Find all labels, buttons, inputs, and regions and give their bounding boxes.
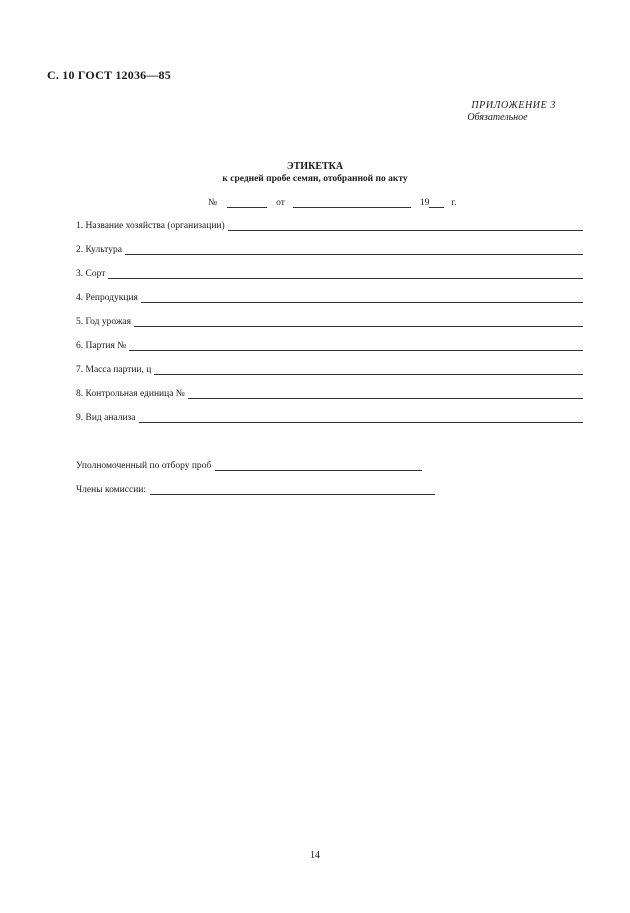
field-blank [228,221,583,231]
field-label: 7. Масса партии, ц [76,365,152,375]
appendix-status: Обязательное [467,112,528,123]
field-label: 4. Репродукция [76,293,138,303]
field-label: 3. Сорт [76,269,106,279]
field-variety [76,269,583,279]
act-year-suffix: г. [451,198,457,208]
field-label: 9. Вид анализа [76,413,136,423]
appendix-title: ПРИЛОЖЕНИЕ 3 [471,100,556,111]
field-blank [154,365,583,375]
act-reference-line [208,197,457,208]
signature-blank [150,485,435,495]
field-reproduction [76,293,583,303]
field-blank [108,269,583,279]
signature-members [76,485,435,495]
label-title: ЭТИКЕТКА [286,161,344,172]
signature-blank [215,461,422,471]
field-blank [134,317,583,327]
field-harvest-year [76,317,583,327]
field-analysis-type [76,413,583,423]
field-blank [188,389,583,399]
field-blank [141,293,583,303]
signature-authorized [76,461,422,471]
act-date-blank [293,197,411,208]
act-from-word: от [276,198,285,208]
field-crop [76,245,583,255]
label-heading [0,161,630,185]
field-lot-number [76,341,583,351]
field-label: 8. Контрольная единица № [76,389,185,399]
label-subtitle: к средней пробе семян, отобранной по акту [222,174,408,184]
field-label: 2. Культура [76,245,122,255]
field-blank [129,341,583,351]
act-year-blank [429,197,444,208]
field-control-unit [76,389,583,399]
act-number-prefix: № [208,198,218,208]
signature-label: Члены комиссии: [76,485,147,495]
signature-label: Уполномоченный по отбору проб [76,461,212,471]
appendix-block [467,100,556,124]
field-blank [125,245,583,255]
act-year-prefix: 19 [419,198,430,208]
field-label: 6. Партия № [76,341,127,351]
field-lot-mass [76,365,583,375]
act-number-blank [227,197,267,208]
page-number: 14 [310,850,320,861]
field-blank [139,413,583,423]
field-label: 5. Год урожая [76,317,132,327]
field-farm-name [76,221,583,231]
field-label: 1. Название хозяйства (организации) [76,221,225,231]
page-header: С. 10 ГОСТ 12036—85 [47,68,171,82]
